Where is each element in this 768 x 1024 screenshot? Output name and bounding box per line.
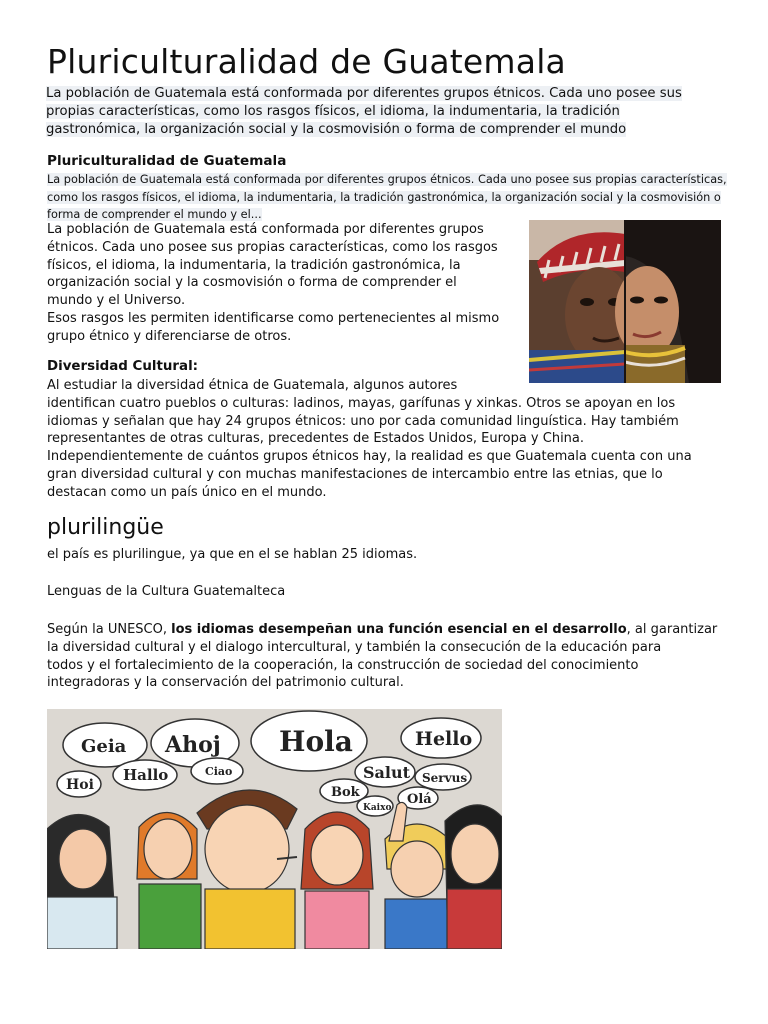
- unesco-paragraph: [47, 621, 737, 692]
- word-hello: Hello: [415, 728, 473, 750]
- body-line: destacan como un país único en el mundo.: [47, 484, 327, 500]
- languages-illustration: [47, 709, 502, 949]
- body-line: idiomas y señalan que hay 24 grupos étnicos: uno por cada comunidad linguística. Hay tambiém: [47, 413, 679, 429]
- body-line: étnicos. Cada uno posee sus propias características, como los rasgos: [47, 239, 498, 255]
- snippet-paragraph: [47, 171, 727, 224]
- word-hoi: Hoi: [66, 777, 94, 793]
- word-kaixo: Kaixo: [363, 803, 392, 813]
- body-line: Al estudiar la diversidad étnica de Guatemala, algunos autores: [47, 378, 458, 393]
- intro-paragraph: [46, 85, 718, 139]
- word-bok: Bok: [331, 785, 360, 800]
- word-geia: Geia: [81, 736, 127, 757]
- lenguas-heading: Lenguas de la Cultura Guatemalteca: [47, 584, 286, 599]
- unesco-first-line: [47, 621, 737, 639]
- guatemala-faces-photo: [529, 220, 721, 383]
- body-line: representantes de otras culturas, precedentes de Estados Unidos, Europa y China.: [47, 431, 585, 447]
- word-ola: Olá: [407, 792, 432, 807]
- plurilingue-heading: plurilingüe: [47, 515, 164, 540]
- unesco-pre: Según la UNESCO,: [47, 622, 172, 637]
- body-paragraph: [47, 221, 527, 346]
- body-line: integradoras y la conservación del patrimonio cultural.: [47, 675, 404, 691]
- snippet-title: Pluriculturalidad de Guatemala: [47, 153, 287, 169]
- body-line: físicos, el idioma, la indumentaria, la tradición gastronómica, la: [47, 257, 461, 273]
- snippet-text: La población de Guatemala está conformada por diferentes grupos étnicos. Cada uno posee sus propias características, como los rasgos físicos, el idioma, la indumentaria, la tradición gastronómica, la organización social y la cosmovisión o forma de comprender el mundo y el...: [47, 173, 727, 221]
- word-hola: Hola: [279, 725, 353, 758]
- unesco-bold: los idiomas desempeñan una función esencial en el desarrollo: [171, 622, 627, 637]
- body-line: grupo étnico y diferenciarse de otros.: [47, 328, 292, 344]
- diversidad-heading: Diversidad Cultural:: [47, 359, 199, 374]
- page-title: Pluriculturalidad de Guatemala: [47, 42, 566, 81]
- word-ahoj: Ahoj: [165, 732, 221, 758]
- plurilingue-text: el país es plurilingue, ya que en el se hablan 25 idiomas.: [47, 547, 418, 562]
- body-line: La población de Guatemala está conformada por diferentes grupos: [47, 222, 484, 237]
- word-servus: Servus: [422, 771, 468, 785]
- body-line: mundo y el Universo.: [47, 293, 186, 309]
- word-ciao: Ciao: [205, 765, 233, 778]
- unesco-post: , al garantizar: [626, 622, 718, 637]
- body-line: todos y el fortalecimiento de la cooperación, la construcción de sociedad del conocimiento: [47, 657, 639, 673]
- intro-text: La población de Guatemala está conformada por diferentes grupos étnicos. Cada uno posee sus propias características, como los rasgos físicos, el idioma, la indumentaria, la tradición gastronómica, la organización social y la cosmovisión o forma de comprender el mundo: [46, 86, 682, 137]
- body-line: gran diversidad cultural y con muchas manifestaciones de intercambio entre las etnias, que lo: [47, 466, 663, 482]
- word-salut: Salut: [363, 763, 411, 782]
- body-line: la diversidad cultural y el dialogo intercultural, y también la consecución de la educación para: [47, 639, 662, 655]
- body-line: Esos rasgos les permiten identificarse como pertenecientes al mismo: [47, 310, 500, 326]
- body-line: identifican cuatro pueblos o culturas: ladinos, mayas, garífunas y xinkas. Otros se apoyan en los: [47, 395, 676, 411]
- body-line: organización social y la cosmovisión o forma de comprender el: [47, 275, 457, 291]
- word-hallo: Hallo: [123, 766, 169, 784]
- diversidad-paragraph: [47, 377, 727, 502]
- body-line: Independientemente de cuántos grupos étnicos hay, la realidad es que Guatemala cuenta con una: [47, 449, 692, 465]
